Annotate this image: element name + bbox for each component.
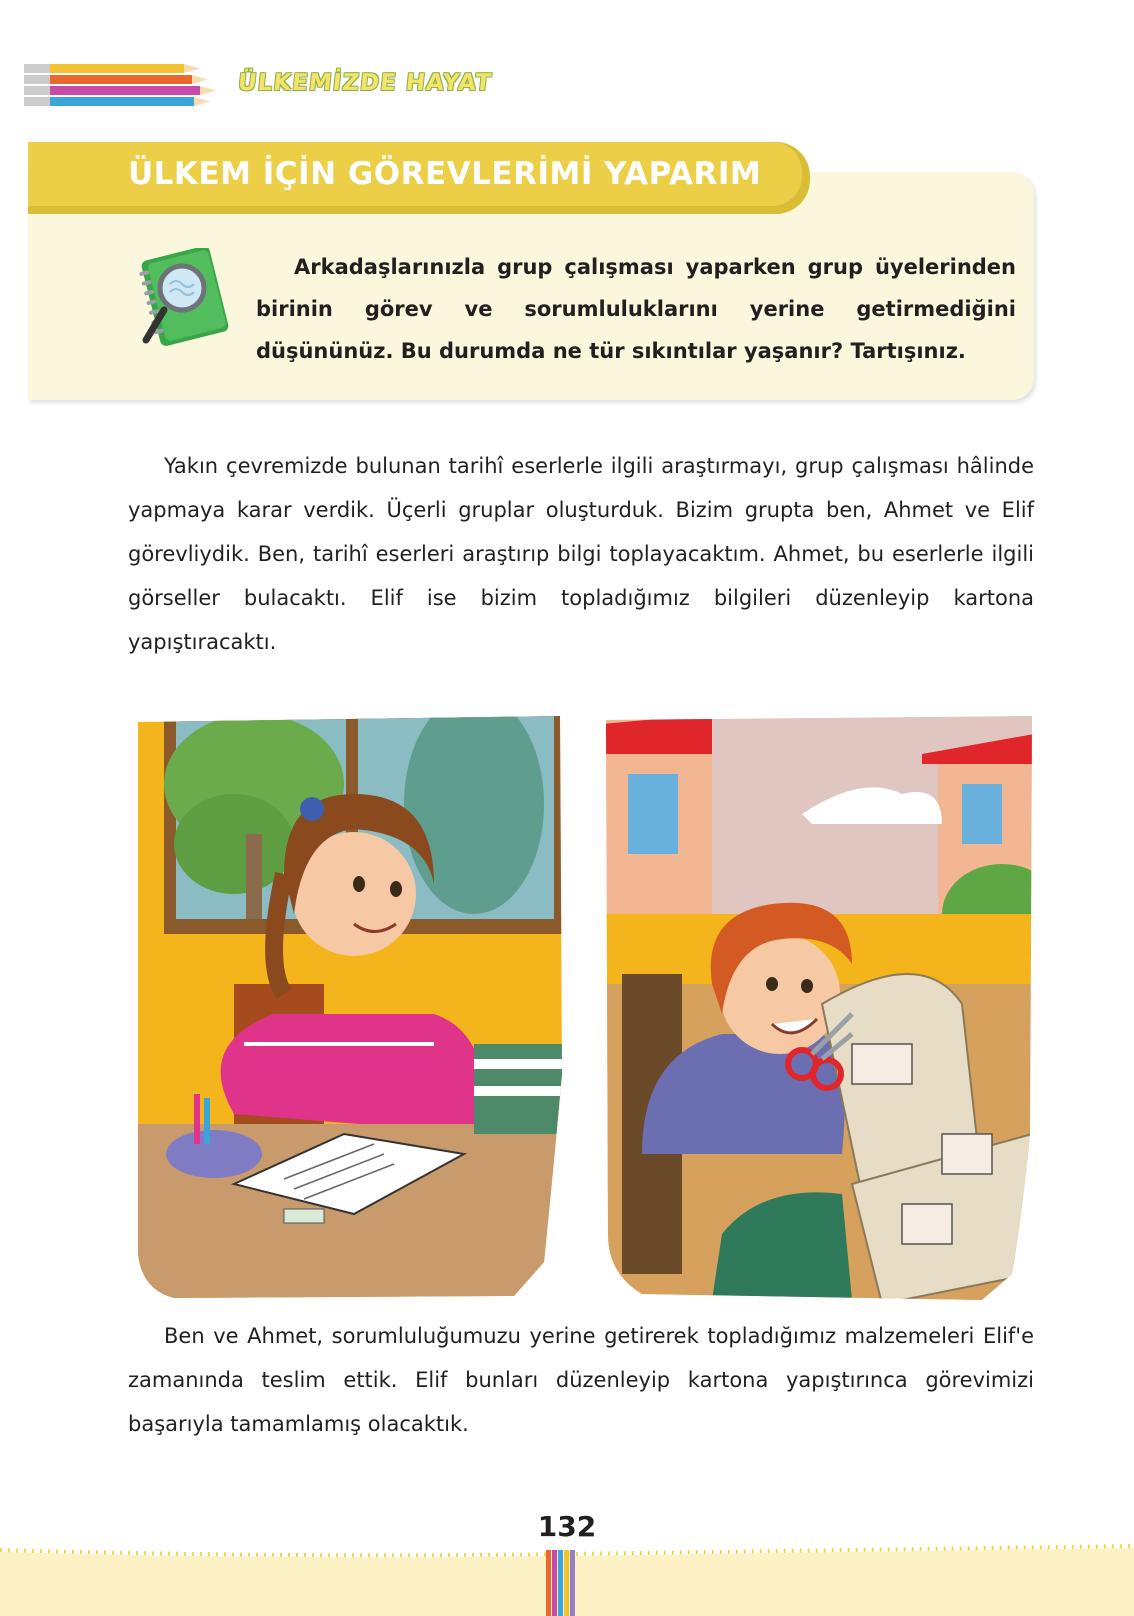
activity-question xyxy=(256,246,1016,372)
story-paragraph-1-text: Yakın çevremizde bulunan tarihî eserlerle ilgili araştırmayı, grup çalışması hâlinde yapmaya karar verdik. Üçerli gruplar oluşturduk. Bizim grupta ben, Ahmet ve Elif görevliydik. Ben, tarihî eserleri araştırıp bilgi toplayacaktım. Ahmet, bu eserlerle ilgili görseller bulacaktı. Elif ise bizim topladığımız bilgileri düzenleyip kartona yapıştıracaktı. xyxy=(128,454,1034,654)
story-paragraph-2-text: Ben ve Ahmet, sorumluluğumuzu yerine getirerek topladığımız malzemeleri Elif'e zamanında teslim ettik. Elif bunları düzenleyip kartona yapıştırınca görevimizi başarıyla tamamlamış olacaktık. xyxy=(128,1324,1034,1436)
header-title: ÜLKEMİZDE HAYAT xyxy=(236,70,494,96)
section-title: ÜLKEM İÇİN GÖREVLERİMİ YAPARIM xyxy=(128,156,762,192)
colored-pencils-icon xyxy=(24,62,224,108)
story-paragraph-1 xyxy=(128,444,1034,664)
girl-studying-illustration xyxy=(134,714,564,1300)
page-number: 132 xyxy=(537,1510,597,1543)
activity-question-text: Arkadaşlarınızla grup çalışması yaparken grup üyelerinden birinin görev ve sorumluluklarını yerine getirmediğini düşününüz. Bu durumda ne tür sıkıntılar yaşanır? Tartışınız. xyxy=(256,255,1016,363)
story-paragraph-2 xyxy=(128,1314,1034,1446)
notebook-magnifier-icon xyxy=(128,248,236,356)
boy-cutting-illustration xyxy=(602,714,1034,1300)
